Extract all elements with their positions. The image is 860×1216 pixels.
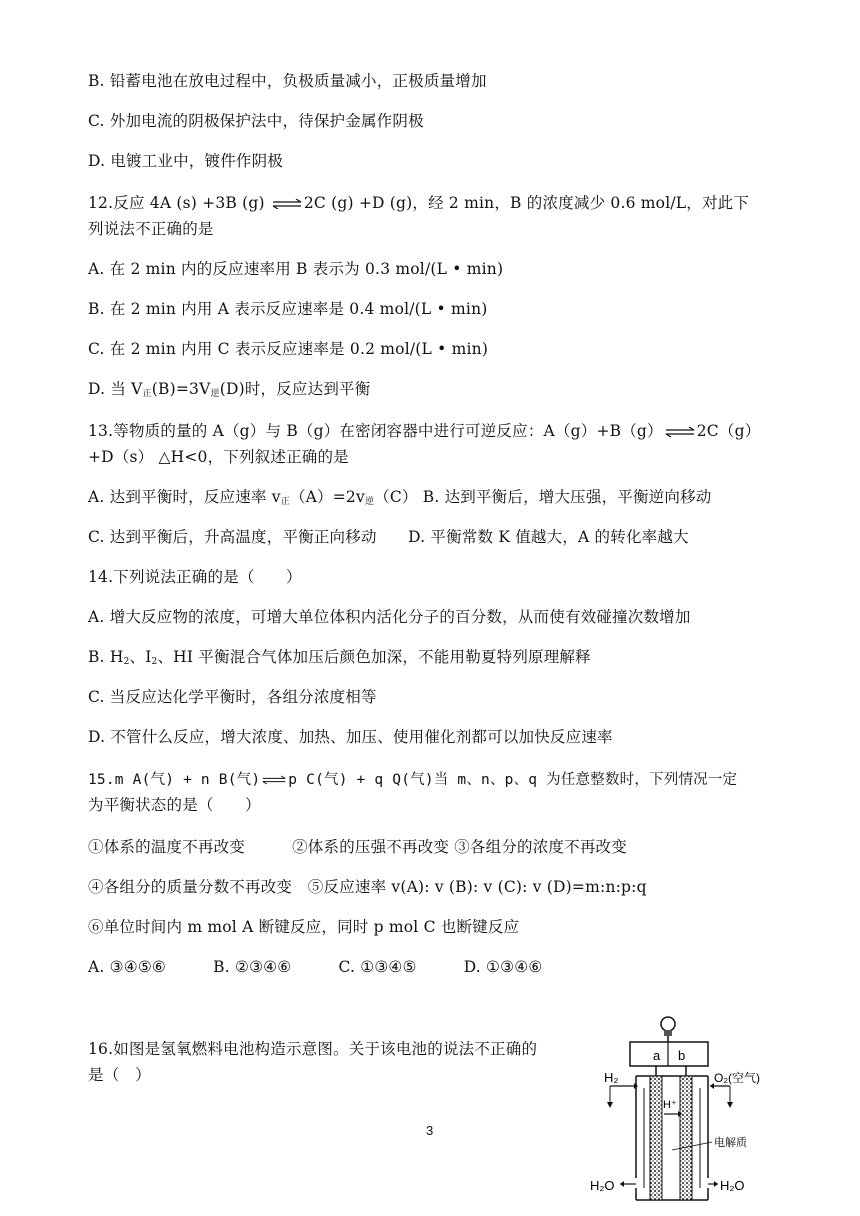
arrow-left-icon (710, 1083, 714, 1089)
option-11c: C. 外加电流的阴极保护法中，待保护金属作阴极 (88, 112, 424, 130)
equilibrium-arrow-icon (262, 775, 286, 785)
option-14b (88, 646, 591, 673)
proton-label: H⁺ (663, 1099, 677, 1111)
option-12d (88, 378, 370, 405)
option-14c: C. 当反应达化学平衡时，各组分浓度相等 (88, 688, 377, 706)
q13a-part3: （C） B. 达到平衡后，增大压强，平衡逆向移动 (374, 488, 712, 506)
option-14d: D. 不管什么反应，增大浓度、加热、加压、使用催化剂都可以加快反应速率 (88, 728, 613, 746)
light-bulb-icon (661, 1017, 675, 1042)
h2-inlet-label: H₂ (604, 1070, 619, 1085)
q12-text-part1: 12.反应 4A (s) +3B (g) (88, 194, 270, 212)
q13a-part1: A. 达到平衡时，反应速率 v (88, 488, 281, 506)
electrode-label-a: a (653, 1048, 661, 1063)
q13-text-part2: 2C（g） (696, 422, 761, 440)
q12d-sub1: 正 (142, 389, 152, 399)
equilibrium-arrow-icon (665, 427, 695, 437)
circuit-box (630, 1042, 708, 1066)
question-14-stem: 14.下列说法正确的是（ ） (88, 568, 302, 586)
question-16-stem-cont: 是（ ） (88, 1066, 151, 1084)
q15-text-part2: p C(气) + q Q(气)当 m、n、p、q 为任意整数时，下列情况一定 (288, 772, 738, 788)
option-14a: A. 增大反应物的浓度，可增大单位体积内活化分子的百分数，从而使有效碰撞次数增加 (88, 608, 691, 626)
arrow-down-icon (727, 1102, 733, 1108)
q12d-part3: (D)时，反应达到平衡 (219, 380, 371, 398)
option-12b: B. 在 2 min 内用 A 表示反应速率是 0.4 mol/(L • min) (88, 300, 488, 318)
q15-statements-3: ⑥单位时间内 m mol A 断键反应，同时 p mol C 也断键反应 (88, 918, 520, 936)
q13a-part2: （A）=2v (289, 488, 365, 506)
q14b-part3: 、HI 平衡混合气体加压后颜色加深，不能用勒夏特列原理解释 (157, 648, 591, 666)
electrolyte-label: 电解质 (714, 1137, 747, 1149)
question-13-stem (88, 420, 760, 442)
arrow-down-icon (607, 1102, 613, 1108)
q12d-sub2: 逆 (210, 389, 220, 399)
question-12-stem-cont: 列说法不正确的是 (88, 220, 214, 238)
h2o-outlet-left-label: H₂O (590, 1178, 615, 1193)
fuel-cell-diagram (590, 1010, 790, 1210)
q14b-part2: 、I (129, 648, 152, 666)
q15-statements-1: ①体系的温度不再改变 ②体系的压强不再改变 ③各组分的浓度不再改变 (88, 838, 627, 856)
question-16-stem: 16.如图是氢氧燃料电池构造示意图。关于该电池的说法不正确的 (88, 1040, 538, 1058)
q12-text-part2: 2C (g) +D (g)，经 2 min，B 的浓度减少 0.6 mol/L，对此下 (303, 194, 750, 212)
q15-text-part1: 15.m A(气) + n B(气) (88, 772, 261, 788)
option-11d: D. 电镀工业中，镀件作阴极 (88, 152, 284, 170)
h2o-outlet-right-label: H₂O (720, 1178, 745, 1193)
q15-statements-2: ④各组分的质量分数不再改变 ⑤反应速率 v(A): v (B): v (C): v (D)=m:n:p:q (88, 878, 647, 896)
electrode-label-b: b (678, 1048, 686, 1063)
question-12-stem (88, 192, 749, 214)
q14b-sub2: 2 (151, 657, 158, 667)
q12d-part2: (B)=3V (151, 380, 211, 398)
electrode-a (650, 1076, 662, 1200)
q13-text-part1: 13.等物质的量的 A（g）与 B（g）在密闭容器中进行可逆反应：A（g）+B（g） (88, 422, 663, 440)
q13a-sub2: 逆 (364, 497, 375, 507)
q14b-part1: B. H (88, 648, 124, 666)
page-number: 3 (426, 1123, 434, 1138)
question-15-stem-cont: 为平衡状态的是（ ） (88, 796, 261, 814)
arrow-right-icon (714, 1181, 718, 1187)
o2-inlet-label: O₂(空气) (714, 1071, 760, 1085)
arrow-left-icon (620, 1181, 624, 1187)
question-13-stem-cont: +D（s） △H<0，下列叙述正确的是 (88, 448, 349, 466)
option-11b: B. 铅蓄电池在放电过程中，负极质量减小，正极质量增加 (88, 72, 487, 90)
option-12c: C. 在 2 min 内用 C 表示反应速率是 0.2 mol/(L • min) (88, 340, 489, 358)
q12d-part1: D. 当 V (88, 380, 143, 398)
equilibrium-arrow-icon (272, 199, 302, 209)
question-15-stem (88, 768, 737, 791)
electrode-b (680, 1076, 692, 1200)
option-12a: A. 在 2 min 内的反应速率用 B 表示为 0.3 mol/(L • min) (88, 260, 504, 278)
option-13ab (88, 486, 711, 513)
q13a-sub1: 正 (280, 497, 290, 507)
q15-answer-options: A. ③④⑤⑥ B. ②③④⑥ C. ①③④⑤ D. ①③④⑥ (88, 958, 543, 976)
option-13cd: C. 达到平衡后，升高温度，平衡正向移动 D. 平衡常数 K 值越大，A 的转化率越大 (88, 528, 689, 546)
q14b-sub1: 2 (123, 657, 130, 667)
